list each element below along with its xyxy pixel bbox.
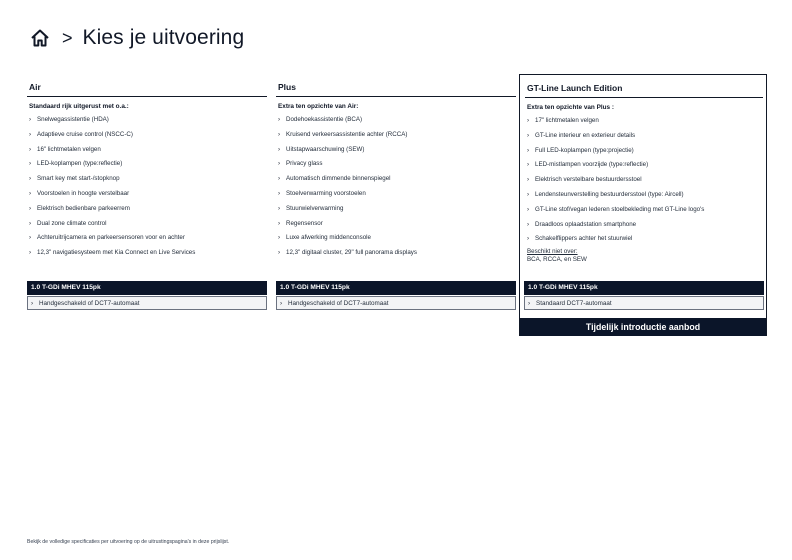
list-item: › GT-Line interieur en exterieur details	[525, 129, 763, 144]
list-item: › Privacy glass	[276, 157, 516, 172]
chevron-right-icon: ›	[278, 175, 281, 183]
list-item: › Draadloos oplaadstation smartphone	[525, 218, 763, 233]
promo-banner[interactable]: Tijdelijk introductie aanbod	[520, 318, 766, 336]
chevron-right-icon: ›	[527, 176, 530, 184]
list-item: › Automatisch dimmende binnenspiegel	[276, 172, 516, 187]
list-item: › Kruisend verkeersassistentie achter (RCCA)	[276, 128, 516, 143]
trim-subtitle: Extra ten opzichte van Plus :	[527, 104, 615, 111]
list-item: › Stoelverwarming voorstoelen	[276, 187, 516, 202]
list-item: › Dual zone climate control	[27, 217, 267, 232]
transmission-option-gt-line[interactable]: › Standaard DCT7-automaat	[524, 296, 764, 310]
list-item: › LED-koplampen (type:reflectie)	[27, 157, 267, 172]
chevron-right-icon: ›	[527, 161, 530, 169]
list-item: › 12,3" digitaal cluster, 29" full panorama displays	[276, 246, 516, 261]
trim-title: GT-Line Launch Edition	[525, 77, 763, 98]
list-item: › Voorstoelen in hoogte verstelbaar	[27, 187, 267, 202]
chevron-right-icon: ›	[527, 146, 530, 154]
chevron-right-icon: ›	[278, 234, 281, 242]
chevron-right-icon: ›	[29, 189, 32, 197]
list-item: › Regensensor	[276, 217, 516, 232]
chevron-right-icon: ›	[278, 145, 281, 153]
footer-note: Bekijk de volledige specificaties per uitvoering op de uitrustingspagina's in deze prijslijst.	[27, 539, 230, 545]
trim-column-air	[27, 76, 267, 261]
chevron-right-icon: ›	[29, 249, 32, 257]
feature-list	[27, 113, 267, 261]
chevron-right-icon: ›	[278, 116, 281, 123]
list-item: › Smart key met start-/stopknop	[27, 172, 267, 187]
list-item: › Full LED-koplampen (type:projectie)	[525, 144, 763, 159]
list-item: › 16" lichtmetalen velgen	[27, 143, 267, 158]
chevron-right-icon: ›	[29, 130, 32, 138]
trim-subtitle: Extra ten opzichte van Air:	[278, 103, 359, 110]
list-item: › 17" lichtmetalen velgen	[525, 114, 763, 129]
note-link[interactable]: Beschikt niet over:	[527, 248, 578, 256]
breadcrumb-separator: >	[62, 27, 73, 48]
chevron-right-icon: ›	[278, 189, 281, 197]
chevron-right-icon: ›	[29, 219, 32, 227]
transmission-option-plus[interactable]: › Handgeschakeld of DCT7-automaat	[276, 296, 516, 310]
trim-title: Plus	[276, 76, 516, 97]
chevron-right-icon: ›	[29, 234, 32, 242]
list-item: › Dodehoekassistentie (BCA)	[276, 113, 516, 128]
list-item: › Stuurwielverwarming	[276, 202, 516, 217]
chevron-right-icon: ›	[29, 160, 32, 168]
chevron-right-icon: ›	[29, 116, 32, 123]
transmission-option-air[interactable]: › Handgeschakeld of DCT7-automaat	[27, 296, 267, 310]
engine-label-air: 1.0 T-GDi MHEV 115pk	[27, 281, 267, 295]
chevron-right-icon: ›	[280, 300, 283, 307]
chevron-right-icon: ›	[527, 235, 530, 243]
chevron-right-icon: ›	[278, 219, 281, 227]
list-item: › Lendensteunverstelling bestuurdersstoel (type: Aircell)	[525, 188, 763, 203]
trim-subtitle: Standaard rijk uitgerust met o.a.:	[29, 103, 129, 110]
exclusion-note	[525, 248, 763, 264]
list-item: › 12,3" navigatiesysteem met Kia Connect en Live Services	[27, 246, 267, 261]
chevron-right-icon: ›	[278, 204, 281, 212]
chevron-right-icon: ›	[527, 190, 530, 198]
feature-list	[276, 113, 516, 261]
chevron-right-icon: ›	[31, 300, 34, 307]
chevron-right-icon: ›	[278, 249, 281, 257]
list-item: › Achteruitrijcamera en parkeersensoren voor en achter	[27, 231, 267, 246]
chevron-right-icon: ›	[29, 175, 32, 183]
list-item: › GT-Line stof/vegan lederen stoelbekleding met GT-Line logo's	[525, 203, 763, 218]
chevron-right-icon: ›	[29, 145, 32, 153]
engine-label-gt-line: 1.0 T-GDi MHEV 115pk	[524, 281, 764, 295]
list-item: › Schakelflippers achter het stuurwiel	[525, 232, 763, 247]
list-item: › Elektrisch bedienbare parkeerrem	[27, 202, 267, 217]
chevron-right-icon: ›	[278, 130, 281, 138]
chevron-right-icon: ›	[527, 131, 530, 139]
trim-column-plus	[276, 76, 516, 261]
chevron-right-icon: ›	[29, 204, 32, 212]
list-item: › Luxe afwerking middenconsole	[276, 231, 516, 246]
page-title: Kies je uitvoering	[82, 26, 245, 49]
chevron-right-icon: ›	[527, 220, 530, 228]
list-item: › Uitstapwaarschuwing (SEW)	[276, 143, 516, 158]
chevron-right-icon: ›	[278, 160, 281, 168]
list-item: › Snelwegassistentie (HDA)	[27, 113, 267, 128]
engine-label-plus: 1.0 T-GDi MHEV 115pk	[276, 281, 516, 295]
trim-title: Air	[27, 76, 267, 97]
chevron-right-icon: ›	[527, 117, 530, 124]
breadcrumb	[30, 22, 244, 54]
list-item: › Elektrisch verstelbare bestuurdersstoel	[525, 173, 763, 188]
list-item: › LED-mistlampen voorzijde (type:reflectie)	[525, 158, 763, 173]
chevron-right-icon: ›	[527, 205, 530, 213]
note-text: BCA, RCCA, en SEW	[527, 256, 587, 264]
home-icon[interactable]	[30, 28, 50, 48]
list-item: › Adaptieve cruise control (NSCC-C)	[27, 128, 267, 143]
feature-list	[525, 114, 763, 247]
chevron-right-icon: ›	[528, 300, 531, 307]
